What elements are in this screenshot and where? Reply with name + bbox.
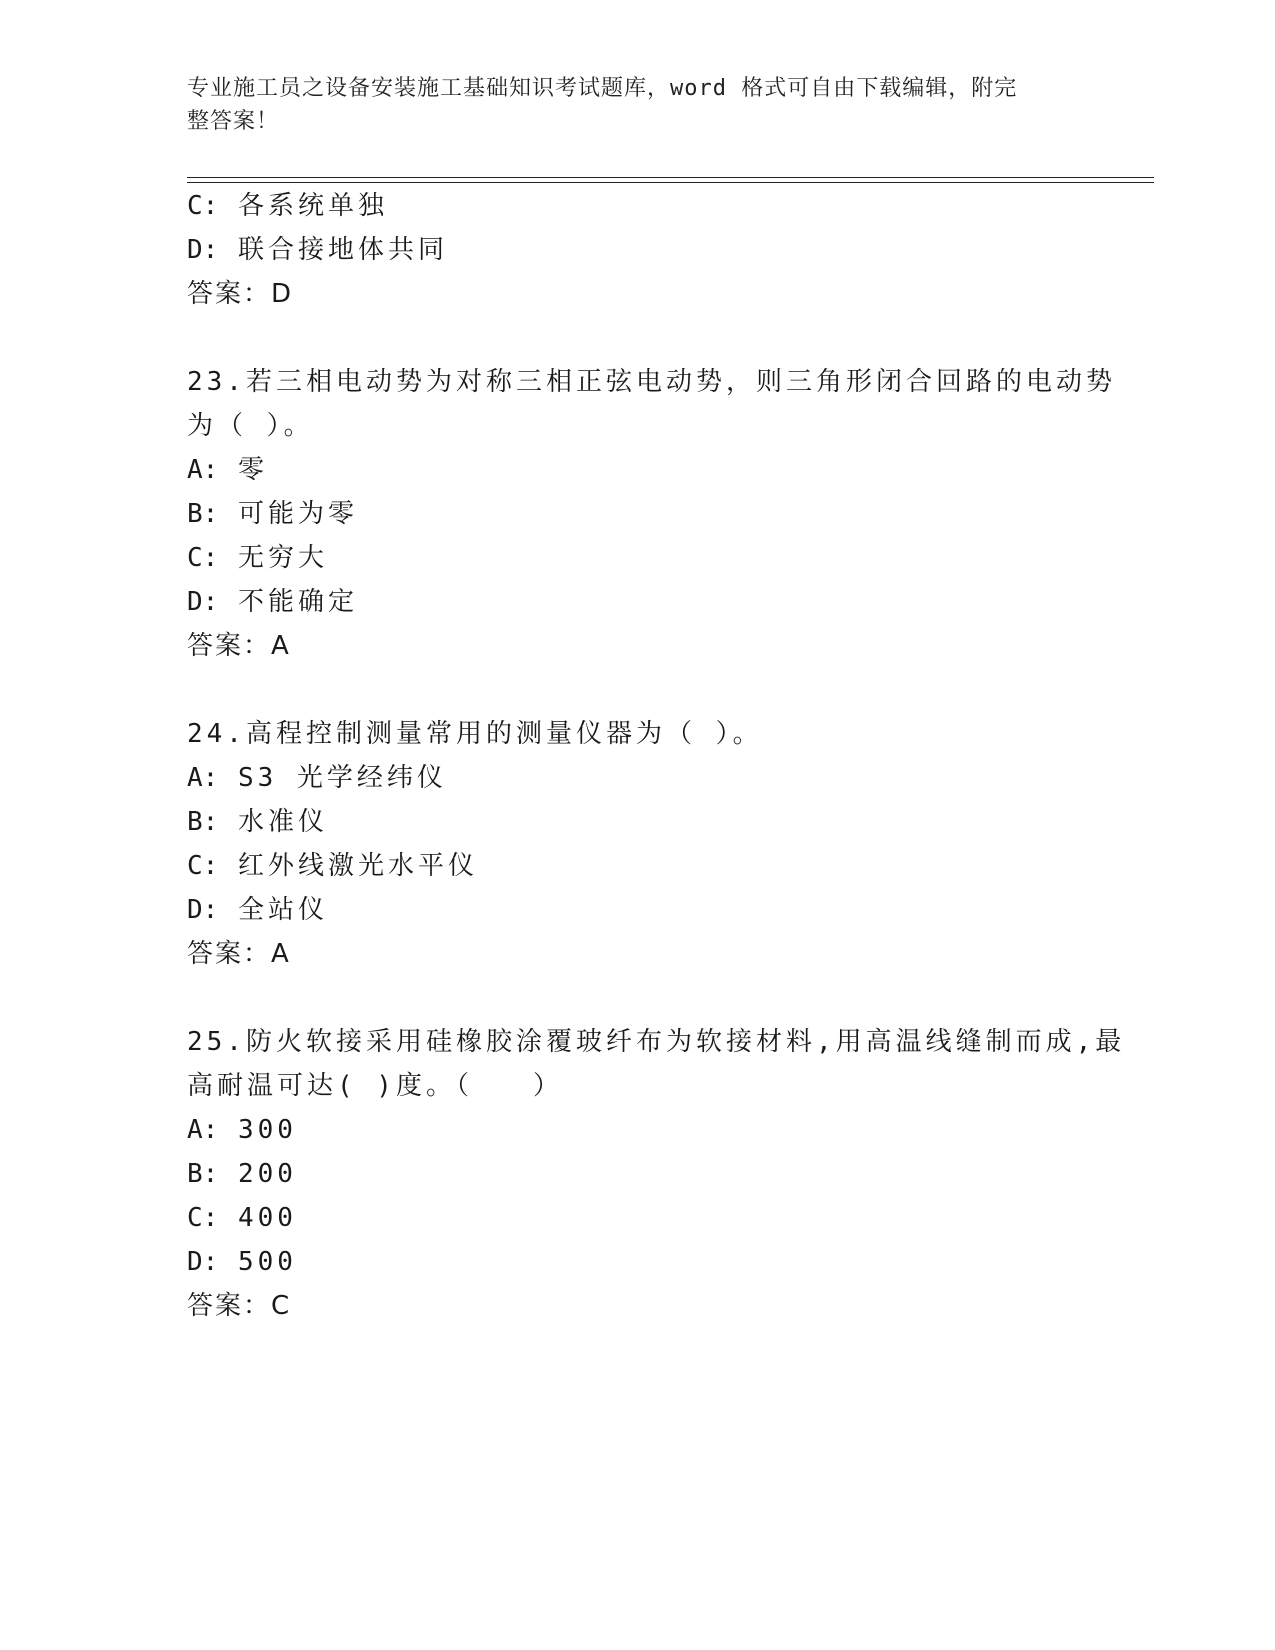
option-c [187, 188, 388, 224]
option-d [187, 232, 448, 268]
question-stem-continued: 为（ ）。 [187, 411, 314, 441]
header-line-1: 专业施工员之设备安装施工基础知识考试题库，word 格式可自由下载编辑，附完 [187, 76, 1018, 101]
option-label: B: [187, 807, 219, 837]
option-text: 联合接地体共同 [237, 235, 448, 265]
option-text: 400 [237, 1203, 297, 1233]
option-label: B: [187, 499, 219, 529]
option-text: 全站仪 [237, 895, 328, 925]
option-text: 红外线激光水平仪 [237, 851, 478, 881]
document-header [187, 72, 1087, 138]
option-label: D: [187, 235, 219, 265]
option-d [187, 892, 328, 928]
option-c [187, 1200, 297, 1236]
option-text: 无穷大 [237, 543, 328, 573]
option-b [187, 804, 328, 840]
option-text: 水准仪 [237, 807, 328, 837]
question-stem: 24.高程控制测量常用的测量仪器为（ ）。 [187, 719, 763, 749]
answer-line: 答案：A [187, 939, 291, 969]
option-text: 零 [237, 455, 268, 485]
option-c [187, 540, 328, 576]
option-text: 500 [237, 1247, 297, 1277]
option-text: 200 [237, 1159, 297, 1189]
option-label: D: [187, 895, 219, 925]
header-line-2: 整答案！ [187, 109, 280, 134]
option-a [187, 452, 268, 488]
header-divider-top [187, 177, 1154, 178]
option-label: D: [187, 587, 219, 617]
option-label: D: [187, 1247, 219, 1277]
option-text: S3 光学经纬仪 [237, 763, 447, 793]
option-b [187, 496, 358, 532]
question-stem-continued: 高耐温可达( )度。（ ） [187, 1071, 563, 1101]
option-d [187, 584, 358, 620]
question-stem: 23.若三相电动势为对称三相正弦电动势，则三角形闭合回路的电动势 [187, 367, 1116, 397]
option-text: 不能确定 [237, 587, 358, 617]
option-a [187, 760, 447, 796]
option-label: C: [187, 1203, 219, 1233]
option-c [187, 848, 478, 884]
option-text: 各系统单独 [237, 191, 388, 221]
option-label: C: [187, 191, 219, 221]
option-label: B: [187, 1159, 219, 1189]
answer-line: 答案：A [187, 631, 291, 661]
option-label: C: [187, 851, 219, 881]
question-stem: 25.防火软接采用硅橡胶涂覆玻纤布为软接材料,用高温线缝制而成,最 [187, 1027, 1126, 1057]
header-divider-bottom [187, 182, 1154, 183]
option-a [187, 1112, 297, 1148]
option-text: 可能为零 [237, 499, 358, 529]
option-label: A: [187, 763, 219, 793]
option-label: A: [187, 455, 219, 485]
option-label: C: [187, 543, 219, 573]
option-text: 300 [237, 1115, 297, 1145]
answer-line: 答案：D [187, 279, 294, 309]
option-d [187, 1244, 297, 1280]
option-label: A: [187, 1115, 219, 1145]
answer-line: 答案：C [187, 1291, 292, 1321]
option-b [187, 1156, 297, 1192]
